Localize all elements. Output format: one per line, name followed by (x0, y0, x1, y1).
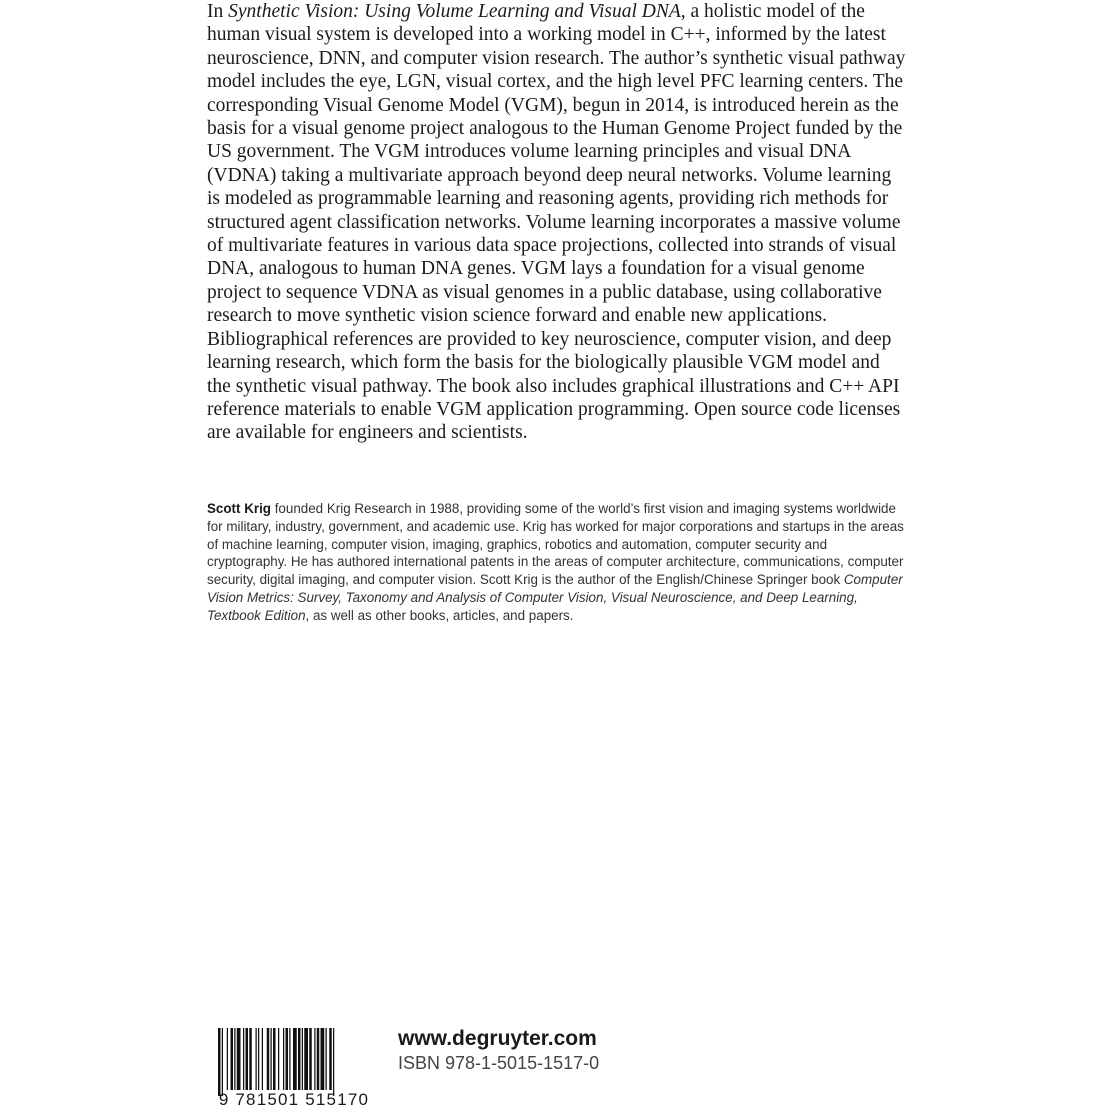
barcode-bar (278, 1028, 279, 1090)
barcode-bar (333, 1028, 334, 1096)
barcode-bar (309, 1028, 312, 1090)
description-body: , a holistic model of the human visual system is developed into a working model in C++, informed by the latest neuroscience, DNN, and computer vision research. The author’s synthetic visual pathway model includes the eye, LGN, visual cortex, and the high level PFC learning centers. The corresponding Visual Genome Model (VGM), begun in 2014, is introduced herein as the basis for a visual genome project analogous to the Human Genome Project funded by the US government. The VGM introduces volume learning principles and visual DNA (VDNA) taking a multivariate approach beyond deep neural networks. Volume learning is modeled as programmable learning and reasoning agents, providing rich methods for structured agent classification networks. Volume learning incorporates a massive volume of multivariate features in various data space projections, collected into strands of visual DNA, analogous to human DNA genes. VGM lays a foundation for a visual genome project to sequence VDNA as visual genomes in a public database, using collaborative research to move synthetic vision science forward and enable new applications. Bibliographical references are provided to key neuroscience, computer vision, and deep learning research, which form the basis for the biologically plausible VGM model and the synthetic visual pathway. The book also includes graphical illustrations and C++ API reference materials to enable VGM application programming. Open source code licenses are available for engineers and scientists. (207, 1, 906, 444)
barcode-bar (304, 1028, 308, 1090)
barcode-bars (214, 1028, 374, 1096)
barcode-digits: 9 781501 515170 (218, 1090, 370, 1109)
barcode-bar (317, 1028, 320, 1090)
barcode-bar (256, 1028, 257, 1090)
barcode-bar (273, 1028, 276, 1090)
barcode-bar (222, 1028, 223, 1096)
barcode-bar (314, 1028, 315, 1090)
barcode-bar (302, 1028, 303, 1090)
bio-text-end: , as well as other books, articles, and papers. (305, 607, 574, 623)
barcode-bar (326, 1028, 327, 1090)
barcode-bar (293, 1028, 297, 1090)
barcode-bar (227, 1028, 228, 1090)
description-intro: In (207, 1, 229, 22)
barcode-bar (321, 1028, 325, 1090)
isbn-barcode (214, 1028, 374, 1113)
barcode-bar (289, 1028, 290, 1090)
barcode-bar (298, 1028, 301, 1090)
barcode-bar (218, 1028, 221, 1096)
barcode-bar (246, 1028, 249, 1090)
barcode-bar (234, 1028, 235, 1090)
barcode-bar (329, 1028, 332, 1090)
barcode-bar (262, 1028, 263, 1090)
author-bio (207, 500, 907, 625)
book-title: Synthetic Vision: Using Volume Learning and Visual DNA (228, 1, 681, 22)
bio-text: founded Krig Research in 1988, providing some of the world’s first vision and imaging systems worldwide for military, industry, government, and academic use. Krig has worked for major corporations and startups in the areas of machine learning, computer vision, imaging, graphics, robotics and automation, computer security and cryptography. He has authored international patents in the areas of computer architecture, communications, computer security, digital imaging, and computer vision. Scott Krig is the author of the English/Chinese Springer book (207, 501, 904, 588)
barcode-bar (249, 1028, 252, 1090)
barcode-bar (231, 1028, 234, 1090)
barcode-bar (243, 1028, 244, 1090)
publisher-url: www.degruyter.com (398, 1027, 597, 1050)
barcode-bar (237, 1028, 241, 1090)
author-name: Scott Krig (207, 501, 271, 516)
barcode-bar (267, 1028, 270, 1090)
other-book-title: Computer Vision Metrics: Survey, Taxonomy and Analysis of Computer Vision, Visual Neuroscience, and Deep Learning, Textbook Edition (207, 572, 903, 623)
isbn-number: ISBN 978-1-5015-1517-0 (398, 1053, 600, 1073)
barcode-bar (283, 1028, 284, 1090)
barcode-bar (271, 1028, 272, 1090)
barcode-bar (258, 1028, 259, 1090)
barcode-bar (286, 1028, 289, 1090)
book-description (207, 0, 907, 445)
